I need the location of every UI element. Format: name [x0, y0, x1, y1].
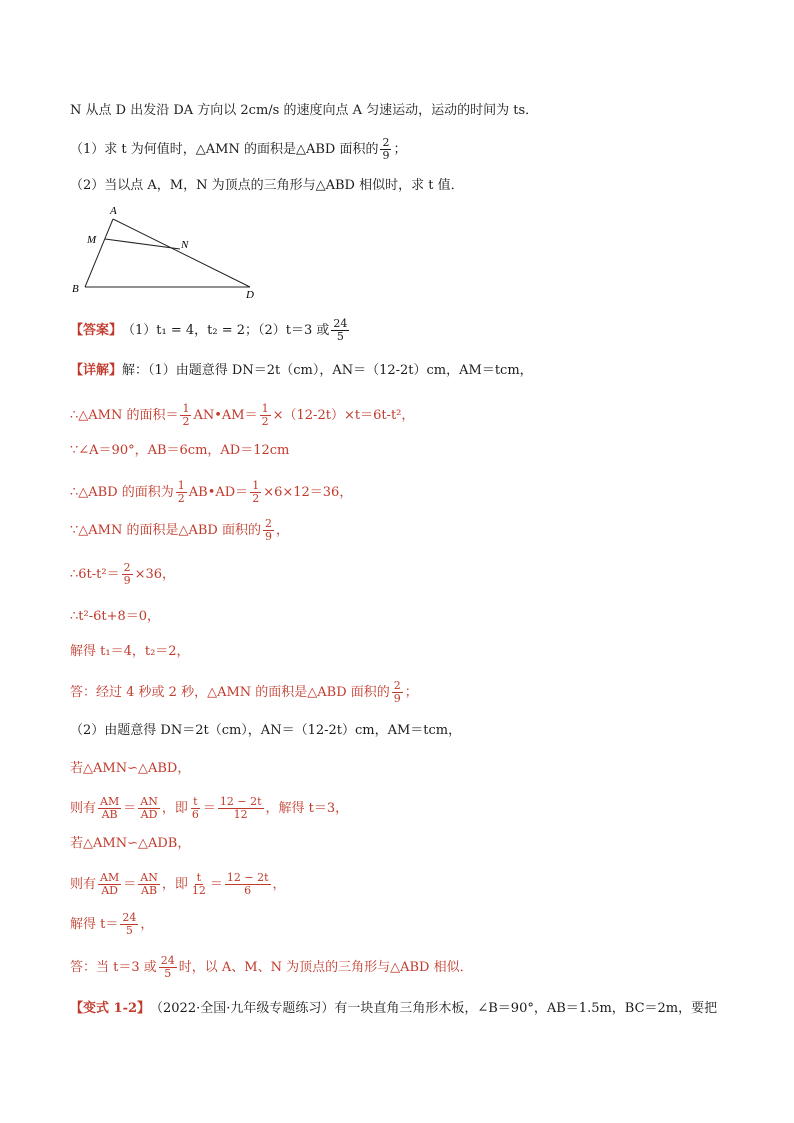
triangle-figure — [70, 205, 270, 300]
label-M: M — [87, 234, 97, 246]
step-5: ∴6t-t²＝ $\frac{2}{9}$ ×36， — [70, 561, 176, 587]
label-N: N — [181, 239, 189, 251]
label-D: D — [246, 289, 254, 300]
step-15: 答：当 t＝3 或 $\frac{24}{5}$ 时，以 A、M、N 为顶点的三角形与△ABD 相似． — [70, 954, 473, 980]
step-11: 则有 $\frac{AM}{AB}$ ＝ $\frac{AN}{AD}$ ，即 $\frac{t}{6}$ ＝ $\frac{12 - 2t}{12}$ ，解得 t＝3， — [70, 795, 349, 821]
step-10: 若△AMN∽△ABD， — [70, 761, 191, 776]
step-2: ∵∠A＝90°，AB＝6cm，AD＝12cm — [70, 443, 290, 458]
step-13: 则有 $\frac{AM}{AD}$ ＝ $\frac{AN}{AB}$ ，即 $\frac{t}{12}$ ＝ $\frac{12 - 2t}{6}$ ， — [70, 871, 286, 897]
fraction-2-9: $\frac{2}{9}$ — [382, 136, 390, 162]
detail-line: 【详解】 解：（1）由题意得 DN＝2t（cm），AN＝（12-2t）cm，AM＝tcm， — [70, 363, 533, 378]
variant-line: 【变式 1-2】 （2022·全国·九年级专题练习）有一块直角三角形木板，∠B＝90°，AB＝1.5m，BC＝2m，要把 — [70, 1001, 718, 1016]
step-12: 若△AMN∽△ADB， — [70, 836, 191, 851]
step-3: ∴△ABD 的面积为 $\frac{1}{2}$ AB•AD＝ $\frac{1}{2}$ ×6×12＝36， — [70, 479, 353, 505]
label-A: A — [110, 205, 117, 217]
step-8: 答：经过 4 秒或 2 秒，△AMN 的面积是△ABD 面积的 $\frac{2}{9}$ ； — [70, 679, 418, 705]
step-4: ∵△AMN 的面积是△ABD 面积的 $\frac{2}{9}$ ， — [70, 517, 289, 543]
question-1: （1）求 t 为何值时，△AMN 的面积是△ABD 面积的 $\frac{2}{9}$ ； — [70, 136, 407, 162]
label-B: B — [72, 283, 79, 295]
question-2: （2）当以点 A，M，N 为顶点的三角形与△ABD 相似时，求 t 值． — [70, 178, 464, 193]
step-7: 解得 t₁＝4，t₂＝2， — [70, 644, 190, 659]
answer-line: 【答案】 （1）t₁ = 4，t₂ = 2；（2）t＝3 或 $\frac{24}{5}$ — [70, 317, 348, 343]
step-6: ∴t²-6t+8＝0， — [70, 609, 161, 624]
step-9: （2）由题意得 DN＝2t（cm），AN＝（12-2t）cm，AM＝tcm， — [70, 723, 462, 738]
step-14: 解得 t＝ $\frac{24}{5}$ ， — [70, 911, 154, 937]
step-1: ∴△AMN 的面积＝ $\frac{1}{2}$ AN•AM＝ $\frac{1}{2}$ ×（12-2t）×t＝6t-t²， — [70, 402, 415, 428]
problem-line-1: N 从点 D 出发沿 DA 方向以 2cm/s 的速度向点 A 匀速运动，运动的时间为 ts． — [70, 103, 539, 118]
